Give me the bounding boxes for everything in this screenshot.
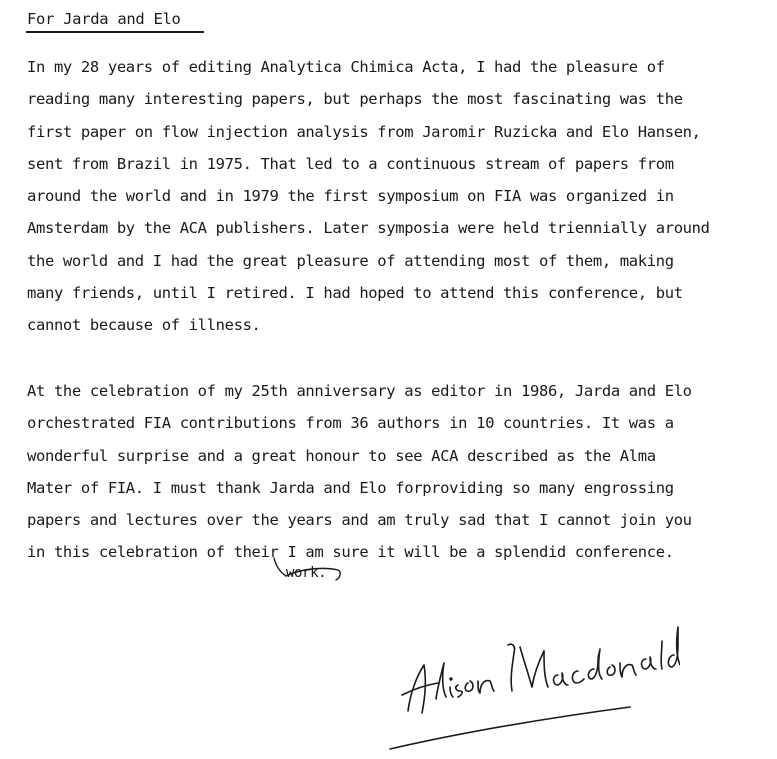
text-line: the world and I had the great pleasure of attending most of them, making xyxy=(27,251,674,270)
paragraph-2 xyxy=(27,375,767,569)
text-line: sent from Brazil in 1975. That led to a continuous stream of papers from xyxy=(27,154,674,173)
text-line: first paper on flow injection analysis from Jaromir Ruzicka and Elo Hansen, xyxy=(27,122,701,141)
text-line: Amsterdam by the ACA publishers. Later symposia were held triennially around xyxy=(27,219,710,238)
text-line: around the world and in 1979 the first symposium on FIA was organized in xyxy=(27,187,674,206)
text-line: In my 28 years of editing Analytica Chimica Acta, I had the pleasure of xyxy=(27,58,665,76)
text-line: reading many interesting papers, but perhaps the most fascinating was the xyxy=(27,90,683,109)
text-line: many friends, until I retired. I had hoped to attend this conference, but xyxy=(27,284,683,303)
heading-underline xyxy=(26,31,204,33)
text-line: orchestrated FIA contributions from 36 authors in 10 countries. It was a xyxy=(27,414,674,433)
letter-heading: For Jarda and Elo xyxy=(27,10,181,28)
text-line: wonderful surprise and a great honour to see ACA described as the Alma xyxy=(27,446,656,465)
text-line: At the celebration of my 25th anniversary as editor in 1986, Jarda and Elo xyxy=(27,382,692,400)
handwritten-insert: work. xyxy=(286,565,327,581)
text-line: cannot because of illness. xyxy=(27,316,261,335)
handwritten-signature xyxy=(380,615,680,755)
text-line: in this celebration of their I am sure it will be a splendid conference. xyxy=(27,543,674,562)
text-line: Mater of FIA. I must thank Jarda and Elo forproviding so many engrossing xyxy=(27,478,674,497)
text-line: papers and lectures over the years and am truly sad that I cannot join you xyxy=(27,511,692,530)
paragraph-1 xyxy=(27,51,767,342)
